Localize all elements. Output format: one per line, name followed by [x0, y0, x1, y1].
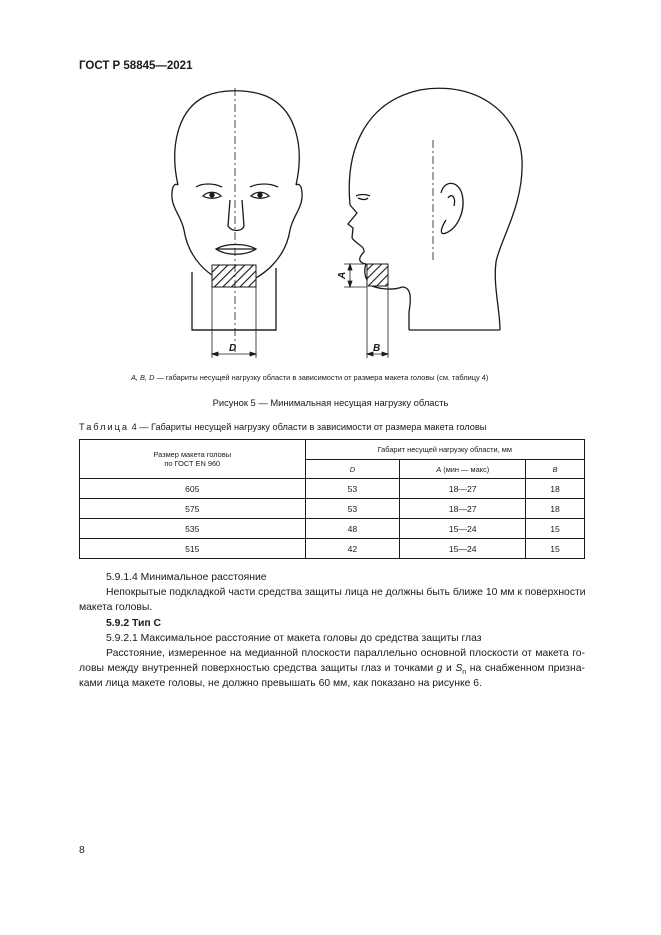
table-row	[80, 499, 585, 519]
section-592-title: 5.9.2 Тип С	[106, 617, 162, 629]
legend-text: — габариты несущей нагрузку области в зависимости от размера макета головы (см. таблицу 4)	[154, 373, 489, 382]
cell-b: 15	[526, 539, 585, 559]
column-header-a	[400, 460, 526, 479]
cell-d: 53	[305, 479, 400, 499]
cell-b: 18	[526, 499, 585, 519]
point-g: g	[436, 663, 443, 675]
cell-size: 605	[80, 479, 306, 499]
column-header-head-size-line1: Размер макета головы	[153, 450, 232, 459]
cell-size: 515	[80, 539, 306, 559]
column-header-d: D	[305, 460, 400, 479]
figure-caption: Рисунок 5 — Минимальная несущая нагрузку область	[212, 397, 449, 408]
side-view-head	[348, 88, 522, 330]
cell-a: 18—27	[400, 479, 526, 499]
side-load-area-hatch	[367, 264, 388, 286]
column-header-a-suffix: (мин — макс)	[441, 464, 490, 474]
cell-b: 18	[526, 479, 585, 499]
column-group-header: Габарит несущей нагрузку области, мм	[305, 440, 584, 460]
cell-d: 53	[305, 499, 400, 519]
section-5914-title: 5.9.1.4 Минимальное расстояние	[106, 572, 267, 583]
cell-size: 535	[80, 519, 306, 539]
cell-d: 42	[305, 539, 400, 559]
load-area-dimensions-table	[79, 439, 585, 559]
table-row	[80, 539, 585, 559]
table-caption	[79, 422, 486, 432]
column-header-a-letter: A	[436, 464, 442, 474]
figure-5-head-diagram	[0, 0, 661, 370]
table-row	[80, 519, 585, 539]
figure-legend	[131, 373, 488, 382]
table-row	[80, 479, 585, 499]
table-caption-label: Таблица	[79, 422, 130, 432]
cell-a: 15—24	[400, 519, 526, 539]
page-number: 8	[79, 845, 85, 856]
cell-b: 15	[526, 519, 585, 539]
cell-d: 48	[305, 519, 400, 539]
section-5914-paragraph-line1: Непокрытые подкладкой части средства защиты лица не должны быть ближе 10 мм к поверхности	[106, 587, 586, 599]
column-header-b: B	[526, 460, 585, 479]
section-5921-paragraph-line1: Расстояние, измеренное на медианной плоскости параллельно основной плоскости от макета го-	[106, 647, 585, 659]
dimension-label-a: A	[337, 271, 348, 279]
dimension-label-d: D	[229, 343, 237, 354]
text-segment: ловы между внутренней поверхностью средства защиты глаз и точками	[79, 663, 437, 675]
text-segment: на снабженном призна-	[466, 663, 585, 675]
cell-size: 575	[80, 499, 306, 519]
point-s: S	[455, 663, 463, 675]
cell-a: 18—27	[400, 499, 526, 519]
cell-a: 15—24	[400, 539, 526, 559]
section-5921-paragraph-line2	[79, 661, 585, 676]
legend-letters: A, B, D	[131, 373, 155, 382]
dimension-label-b: B	[373, 343, 381, 354]
section-5921-paragraph-line3: ками лица макете головы, не должно превышать 60 мм, как показано на рисунке 6.	[79, 678, 482, 690]
section-5914-paragraph-line2: макета головы.	[79, 602, 153, 614]
front-load-area-hatch	[212, 265, 256, 287]
body-text	[79, 570, 585, 692]
column-header-head-size	[80, 440, 306, 479]
text-segment: и	[442, 663, 456, 675]
front-view-head	[172, 91, 302, 330]
document-code: ГОСТ Р 58845—2021	[79, 60, 193, 72]
table-caption-text: 4 — Габариты несущей нагрузку области в зависимости от размера макета головы	[129, 422, 487, 432]
point-s-subscript: n	[462, 669, 467, 677]
section-5921-title: 5.9.2.1 Максимальное расстояние от макета головы до средства защиты глаз	[106, 632, 482, 644]
column-header-head-size-line2: по ГОСТ EN 960	[164, 459, 221, 468]
